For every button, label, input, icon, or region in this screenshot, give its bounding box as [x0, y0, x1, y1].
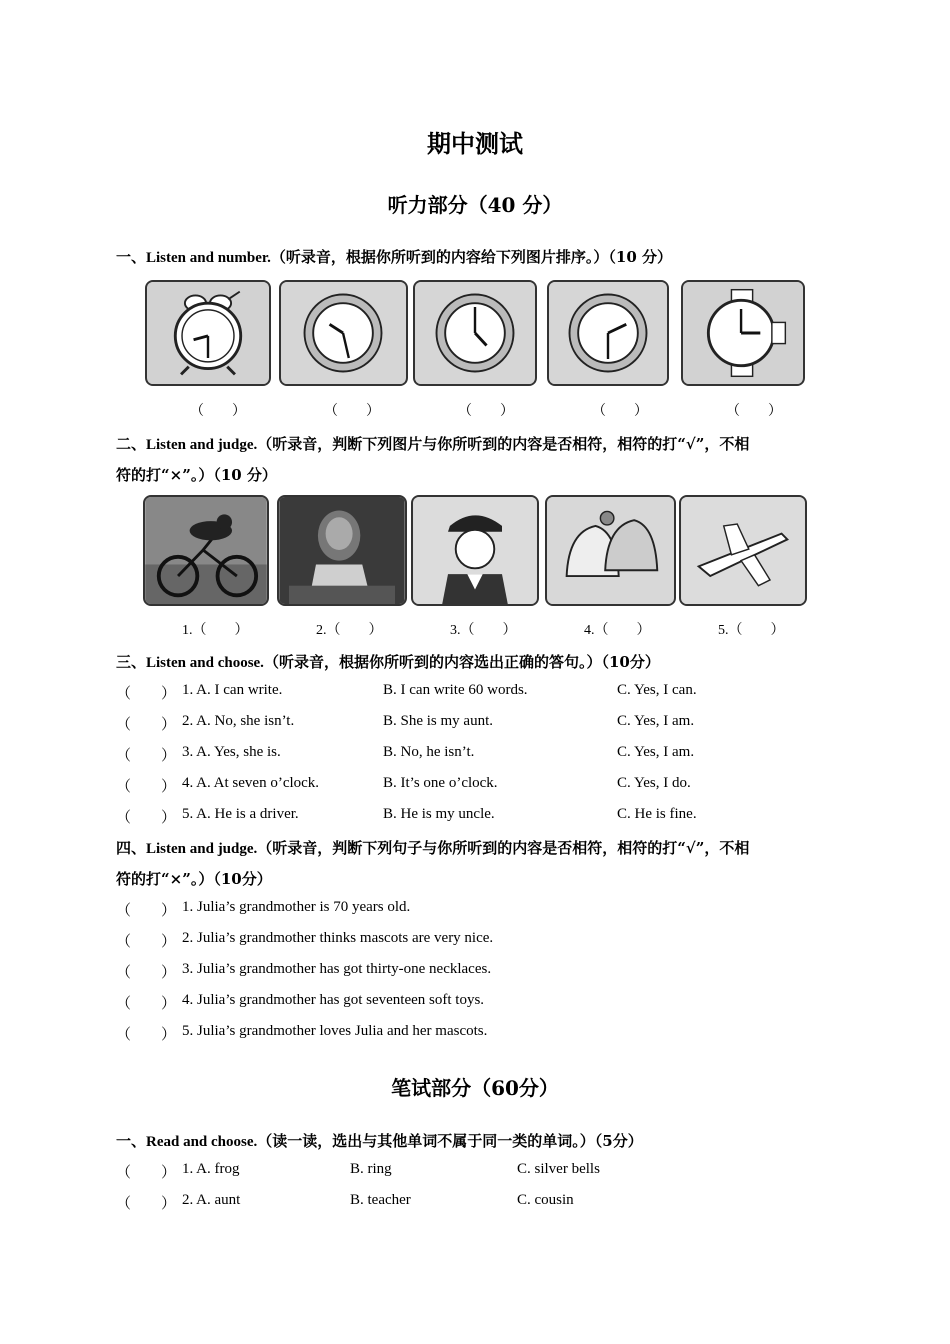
airplane-icon	[679, 495, 807, 606]
section-label: 四、Listen and judge.	[116, 841, 258, 857]
listen-judge-instruction-cont: 符的打“×”。）（10 分）	[116, 466, 277, 484]
section-instruction: （听录音，判断下列句子与你所听到的内容是否相符，相符的打“√”，不相	[257, 839, 750, 857]
clock-icon	[413, 280, 537, 386]
answer-blank[interactable]: （ ）	[458, 404, 514, 419]
answer-blank[interactable]: 1.（ ）	[182, 623, 249, 638]
question-row	[116, 713, 876, 733]
section-instruction: （听录音，根据你所听到的内容给下列图片排序。）（10 分）	[270, 248, 673, 266]
sentence-row	[116, 961, 876, 981]
question-row	[116, 682, 876, 702]
answer-paren[interactable]: （ ）	[116, 934, 177, 950]
answer-paren[interactable]: （ ）	[116, 965, 177, 981]
listen-judge-sentences-instruction-cont: 符的打“×”。）（10分）	[116, 870, 272, 888]
question-row	[116, 1192, 876, 1212]
watch-icon	[681, 280, 805, 386]
answer-paren[interactable]: （ ）	[116, 810, 177, 826]
clock-icon	[547, 280, 669, 386]
sentence-row	[116, 930, 876, 950]
sentence-text: 1. Julia’s grandmother is 70 years old.	[182, 899, 411, 915]
answer-blank[interactable]: （ ）	[726, 404, 782, 419]
option-b: B. I can write 60 words.	[383, 682, 528, 698]
answer-blank[interactable]: （ ）	[592, 404, 648, 419]
sentence-row	[116, 992, 876, 1012]
option-b: B. It’s one o’clock.	[383, 775, 498, 791]
option-b: B. She is my aunt.	[383, 713, 494, 729]
option-b: B. No, he isn’t.	[383, 744, 475, 760]
section-label: 一、Read and choose.	[116, 1134, 258, 1150]
pilot-icon	[411, 495, 539, 606]
option-a: 2. A. aunt	[182, 1192, 241, 1208]
writing-part-title: 笔试部分（60分）	[391, 1076, 559, 1100]
option-a: 3. A. Yes, she is.	[182, 744, 281, 760]
option-c: C. Yes, I am.	[617, 713, 695, 729]
option-a: 1. A. I can write.	[182, 682, 283, 698]
section-instruction: （听录音，根据你所听到的内容选出正确的答句。）（10分）	[263, 653, 660, 671]
sentence-row	[116, 899, 876, 919]
section-label: 三、Listen and choose.	[116, 655, 264, 671]
cyclist-photo	[143, 495, 269, 606]
answer-blank[interactable]: 3.（ ）	[450, 623, 517, 638]
listen-choose-instruction	[116, 651, 660, 672]
option-b: B. He is my uncle.	[383, 806, 495, 822]
question-row	[116, 775, 876, 795]
answer-paren[interactable]: （ ）	[116, 779, 177, 795]
option-a: 5. A. He is a driver.	[182, 806, 299, 822]
sentence-row	[116, 1023, 876, 1043]
question-row	[116, 744, 876, 764]
answer-paren[interactable]: （ ）	[116, 903, 177, 919]
sentence-text: 5. Julia’s grandmother loves Julia and her mascots.	[182, 1023, 488, 1039]
alarm-clock-icon	[145, 280, 271, 386]
listen-judge-instruction	[116, 433, 749, 454]
answer-blank[interactable]: 4.（ ）	[584, 623, 651, 638]
answer-blank[interactable]: （ ）	[190, 404, 246, 419]
bells-icon	[545, 495, 676, 606]
option-c: C. Yes, I am.	[617, 744, 695, 760]
answer-paren[interactable]: （ ）	[116, 686, 177, 702]
question-row	[116, 806, 876, 826]
answer-paren[interactable]: （ ）	[116, 1027, 177, 1043]
answer-paren[interactable]: （ ）	[116, 717, 177, 733]
listening-part-title: 听力部分（40 分）	[387, 193, 563, 217]
option-c: C. silver bells	[517, 1161, 600, 1177]
sentence-text: 3. Julia’s grandmother has got thirty-one necklaces.	[182, 961, 492, 977]
option-b: B. ring	[350, 1161, 392, 1177]
answer-paren[interactable]: （ ）	[116, 996, 177, 1012]
page-title: 期中测试	[427, 129, 523, 158]
answer-paren[interactable]: （ ）	[116, 748, 177, 764]
listen-judge-sentences-instruction	[116, 837, 749, 858]
option-c: C. Yes, I can.	[617, 682, 697, 698]
question-row	[116, 1161, 876, 1181]
section-label: 一、Listen and number.	[116, 250, 271, 266]
section-instruction: （听录音，判断下列图片与你所听到的内容是否相符，相符的打“√”，不相	[257, 435, 750, 453]
option-a: 2. A. No, she isn’t.	[182, 713, 295, 729]
option-b: B. teacher	[350, 1192, 411, 1208]
section-label: 二、Listen and judge.	[116, 437, 258, 453]
read-choose-instruction	[116, 1130, 643, 1151]
sentence-text: 2. Julia’s grandmother thinks mascots are very nice.	[182, 930, 494, 946]
answer-blank[interactable]: 5.（ ）	[718, 623, 785, 638]
girl-writing-photo	[277, 495, 407, 606]
option-c: C. cousin	[517, 1192, 574, 1208]
answer-blank[interactable]: 2.（ ）	[316, 623, 383, 638]
sentence-text: 4. Julia’s grandmother has got seventeen soft toys.	[182, 992, 485, 1008]
clock-icon	[279, 280, 408, 386]
option-c: C. He is fine.	[617, 806, 697, 822]
option-a: 1. A. frog	[182, 1161, 240, 1177]
section-instruction: （读一读，选出与其他单词不属于同一类的单词。）（5分）	[257, 1132, 643, 1150]
option-a: 4. A. At seven o’clock.	[182, 775, 320, 791]
listen-number-instruction	[116, 246, 672, 267]
option-c: C. Yes, I do.	[617, 775, 691, 791]
answer-blank[interactable]: （ ）	[324, 404, 380, 419]
answer-paren[interactable]: （ ）	[116, 1196, 177, 1212]
answer-paren[interactable]: （ ）	[116, 1165, 177, 1181]
